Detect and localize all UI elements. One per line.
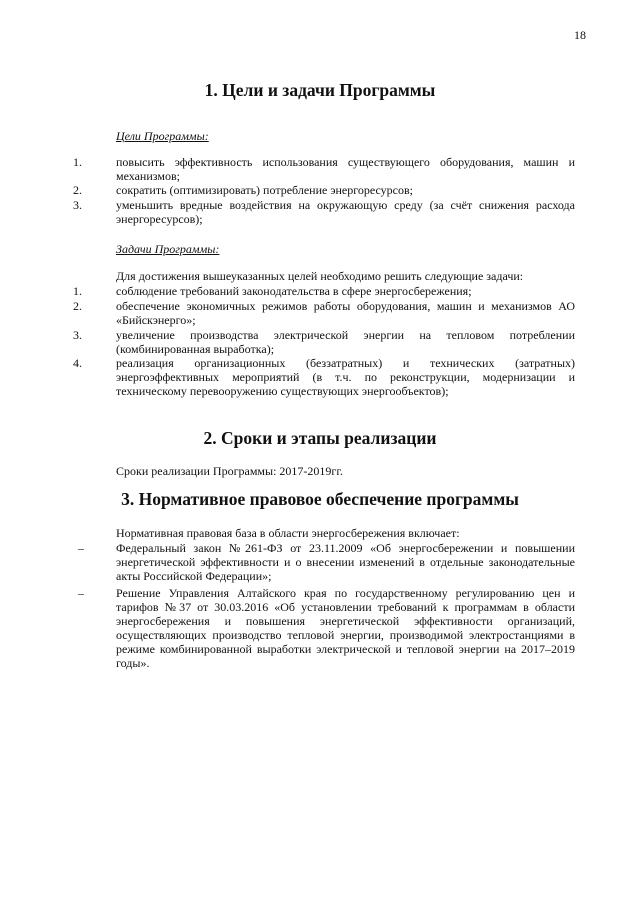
task-number-4: 4. xyxy=(73,356,82,370)
section-2-title: 2. Сроки и этапы реализации xyxy=(203,428,437,448)
task-number-3: 3. xyxy=(73,328,82,342)
task-item-2 xyxy=(73,299,575,327)
dash-marker-2: – xyxy=(78,586,84,600)
tasks-heading: Задачи Программы: xyxy=(116,242,220,256)
goal-number-3: 3. xyxy=(73,198,82,212)
task-item-3 xyxy=(73,328,575,356)
task-text-2: обеспечение экономичных режимов работы оборудования, машин и механизмов АО «Бийскэнерго»; xyxy=(116,299,575,327)
section-3-title: 3. Нормативное правовое обеспечение программы xyxy=(121,489,519,509)
legal-basis-intro: Нормативная правовая база в области энергосбережения включает: xyxy=(116,526,460,540)
legal-text-1: Федеральный закон №261-ФЗ от 23.11.2009 «Об энергосбережении и повышении энергетической эффективности и о внесении изменений в отдельные законодательные акты Российской Федерации»; xyxy=(116,541,575,583)
goal-text-1: повысить эффективность использования существующего оборудования, машин и механизмов; xyxy=(116,155,575,183)
dash-marker-1: – xyxy=(78,541,84,555)
legal-item-2 xyxy=(78,586,575,670)
goal-number-1: 1. xyxy=(73,155,82,169)
goal-text-3: уменьшить вредные воздействия на окружающую среду (за счёт снижения расхода энергоресурсов); xyxy=(116,198,575,226)
goal-text-2: сократить (оптимизировать) потребление энергоресурсов; xyxy=(116,183,413,197)
goal-item-2 xyxy=(73,183,575,197)
page-number: 18 xyxy=(574,28,586,42)
goal-item-3 xyxy=(73,198,575,226)
section-1-title: 1. Цели и задачи Программы xyxy=(204,80,436,100)
task-text-4: реализация организационных (беззатратных) и технических (затратных) энергоэффективных мероприятий (в т.ч. по реконструкции, модернизации и техническому перевооружению существующих энергообъектов); xyxy=(116,356,575,398)
legal-item-1 xyxy=(78,541,575,583)
tasks-intro: Для достижения вышеуказанных целей необходимо решить следующие задачи: xyxy=(116,269,524,283)
task-text-3: увеличение производства электрической энергии на тепловом потреблении (комбинированная выработка); xyxy=(116,328,575,356)
implementation-period: Сроки реализации Программы: 2017-2019гг. xyxy=(116,464,343,478)
goal-number-2: 2. xyxy=(73,183,82,197)
task-number-1: 1. xyxy=(73,284,82,298)
task-item-4 xyxy=(73,356,575,398)
legal-text-2: Решение Управления Алтайского края по государственному регулированию цен и тарифов №37 от 30.03.2016 «Об установлении требований к программам в области энергосбережения и повышения энергетической эффективности организаций, осуществляющих производство тепловой энергии, производимой электростанциями в режиме комбинированной выработки электрической и тепловой энергии на 2017–2019 годы». xyxy=(116,586,575,670)
goals-heading: Цели Программы: xyxy=(116,129,209,143)
task-number-2: 2. xyxy=(73,299,82,313)
task-item-1 xyxy=(73,284,575,298)
task-text-1: соблюдение требований законодательства в сфере энергосбережения; xyxy=(116,284,472,298)
goal-item-1 xyxy=(73,155,575,183)
